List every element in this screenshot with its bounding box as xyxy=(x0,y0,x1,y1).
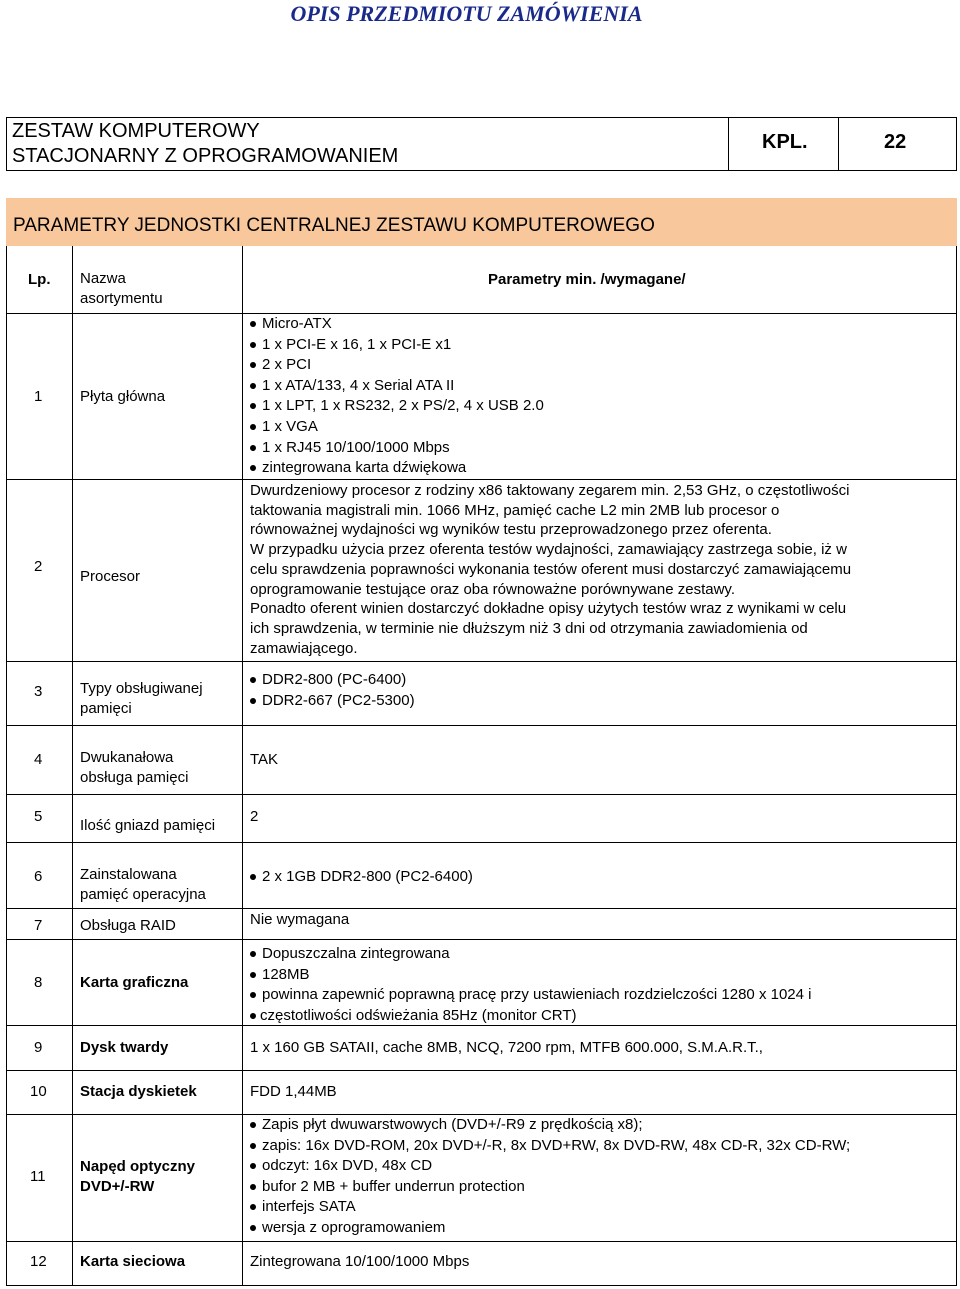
row-lp: 4 xyxy=(34,751,43,768)
row-name: Stacja dyskietek xyxy=(80,1083,197,1100)
table-border-right xyxy=(956,246,957,1286)
row-divider xyxy=(6,939,957,940)
text-line: zamawiającego. xyxy=(250,639,358,657)
row-name: Ilość gniazd pamięci xyxy=(80,817,216,834)
header-divider xyxy=(728,117,729,171)
document-title: OPIS PRZEDMIOTU ZAMÓWIENIA xyxy=(290,1,643,26)
header-params: Parametry min. /wymagane/ xyxy=(488,271,686,288)
row-name xyxy=(80,679,203,719)
list-item: Zapis płyt dwuwarstwowych (DVD+/-R9 z prędkością x8); xyxy=(250,1115,850,1136)
row-lp: 6 xyxy=(34,868,43,885)
product-title-line1: ZESTAW KOMPUTEROWY xyxy=(12,120,260,142)
list-item: 2 x PCI xyxy=(250,355,544,376)
list-item: powinna zapewnić poprawną pracę przy ustawieniach rozdzielczości 1280 x 1024 i xyxy=(250,985,811,1006)
product-title xyxy=(12,119,398,169)
text-line: Ponadto oferent winien dostarczyć dokładne opisy użytych testów wraz z wynikami w celu xyxy=(250,600,847,618)
row-divider xyxy=(6,794,957,795)
list-item: 1 x PCI-E x 16, 1 x PCI-E x1 xyxy=(250,335,544,356)
row-bullet-list xyxy=(250,314,544,479)
column-divider-name xyxy=(242,246,243,1286)
text-line: celu sprawdzenia poprawności wykonania testów oferent musi dostarczyć zamawiającemu xyxy=(250,560,852,578)
table-border-left xyxy=(6,246,7,1286)
row-name xyxy=(80,748,188,788)
row-value: 2 xyxy=(250,808,259,825)
list-item: Dopuszczalna zintegrowana xyxy=(250,944,811,965)
list-item: 128MB xyxy=(250,965,811,986)
product-title-line2: STACJONARNY Z OPROGRAMOWANIEM xyxy=(12,145,399,167)
row-name xyxy=(80,1157,195,1197)
list-item: 1 x ATA/133, 4 x Serial ATA II xyxy=(250,376,544,397)
row-lp: 9 xyxy=(34,1039,43,1056)
list-item: bufor 2 MB + buffer underrun protection xyxy=(250,1177,850,1198)
row-value: TAK xyxy=(250,751,279,768)
row-bullet-list xyxy=(250,1115,850,1239)
row-name-line1: Zainstalowana xyxy=(80,866,177,883)
list-item: 1 x VGA xyxy=(250,417,544,438)
header-divider xyxy=(838,117,839,171)
row-name: Obsługa RAID xyxy=(80,917,176,934)
row-name-line1: Typy obsługiwanej xyxy=(80,680,203,697)
row-lp: 3 xyxy=(34,683,43,700)
header-name xyxy=(80,269,163,309)
list-item: zapis: 16x DVD-ROM, 20x DVD+/-R, 8x DVD+RW, 8x DVD-RW, 48x CD-R, 32x CD-RW; xyxy=(250,1136,850,1157)
row-name-line1: Dwukanałowa xyxy=(80,749,174,766)
row-name-line2: pamięć operacyjna xyxy=(80,886,206,903)
header-name-line2: asortymentu xyxy=(80,290,163,307)
row-divider xyxy=(6,1241,957,1242)
row-divider xyxy=(6,661,957,662)
row-name: Dysk twardy xyxy=(80,1039,169,1056)
row-name: Procesor xyxy=(80,568,141,585)
row-lp: 5 xyxy=(34,808,43,825)
row-value: Zintegrowana 10/100/1000 Mbps xyxy=(250,1253,470,1270)
list-item: odczyt: 16x DVD, 48x CD xyxy=(250,1156,850,1177)
list-item: 1 x RJ45 10/100/1000 Mbps xyxy=(250,438,544,459)
list-item: interfejs SATA xyxy=(250,1197,850,1218)
header-lp: Lp. xyxy=(28,271,51,288)
row-value: Nie wymagana xyxy=(250,911,350,928)
row-divider xyxy=(6,1070,957,1071)
row-bullet-list xyxy=(250,944,811,1026)
row-lp: 8 xyxy=(34,974,43,991)
row-lp: 1 xyxy=(34,388,43,405)
row-divider xyxy=(6,725,957,726)
section-banner: PARAMETRY JEDNOSTKI CENTRALNEJ ZESTAWU KOMPUTEROWEGO xyxy=(6,198,957,246)
row-divider xyxy=(6,908,957,909)
list-item: wersja z oprogramowaniem xyxy=(250,1218,850,1239)
text-line: taktowania magistrali min. 1066 MHz, pamięć cache L2 min 2MB lub procesor o xyxy=(250,501,780,519)
row-lp: 7 xyxy=(34,917,43,934)
text-line: W przypadku użycia przez oferenta testów wydajności, zamawiający zastrzega sobie, iż w xyxy=(250,541,847,559)
quantity-value: 22 xyxy=(884,131,907,153)
row-name-line1: Napęd optyczny xyxy=(80,1158,196,1175)
row-divider xyxy=(6,842,957,843)
row-divider xyxy=(6,479,957,480)
list-item: DDR2-667 (PC2-5300) xyxy=(250,691,415,712)
header-name-line1: Nazwa xyxy=(80,270,126,287)
list-item: częstotliwości odświeżania 85Hz (monitor CRT) xyxy=(250,1006,811,1027)
row-name xyxy=(80,865,206,905)
row-name-line2: obsługa pamięci xyxy=(80,769,189,786)
list-item: 1 x LPT, 1 x RS232, 2 x PS/2, 4 x USB 2.0 xyxy=(250,396,544,417)
row-lp: 10 xyxy=(30,1083,47,1100)
column-divider-lp xyxy=(72,246,73,1286)
list-item: DDR2-800 (PC-6400) xyxy=(250,670,415,691)
row-name: Płyta główna xyxy=(80,388,166,405)
row-value: 1 x 160 GB SATAII, cache 8MB, NCQ, 7200 rpm, MTFB 600.000, S.M.A.R.T., xyxy=(250,1039,763,1056)
unit-label: KPL. xyxy=(762,131,808,153)
row-bullet-list xyxy=(250,670,415,711)
text-line: równoważnej wydajności wg wyników testu przeprowadzonego przez oferenta. xyxy=(250,521,772,539)
row-lp: 12 xyxy=(30,1253,47,1270)
row-value: FDD 1,44MB xyxy=(250,1083,337,1100)
row-name-line2: DVD+/-RW xyxy=(80,1178,155,1195)
list-item: Micro-ATX xyxy=(250,314,544,335)
row-lp: 2 xyxy=(34,558,43,575)
row-lp: 11 xyxy=(30,1168,46,1185)
row-bullet-list xyxy=(250,867,473,888)
row-name: Karta graficzna xyxy=(80,974,189,991)
text-line: ich sprawdzenia, w terminie nie dłuższym niż 3 dni od otrzymania zawiadomienia od xyxy=(250,619,808,637)
text-line: oprogramowanie testujące oraz oba równoważne porównywane zestawy. xyxy=(250,580,735,598)
row-name-line2: pamięci xyxy=(80,700,132,717)
table-border-bottom xyxy=(6,1285,957,1286)
list-item: 2 x 1GB DDR2-800 (PC2-6400) xyxy=(250,867,473,888)
list-item: zintegrowana karta dźwiękowa xyxy=(250,458,544,479)
text-line: Dwurdzeniowy procesor z rodziny x86 taktowany zegarem min. 2,53 GHz, o częstotliwości xyxy=(250,482,850,499)
row-name: Karta sieciowa xyxy=(80,1253,186,1270)
processor-description xyxy=(250,481,851,658)
